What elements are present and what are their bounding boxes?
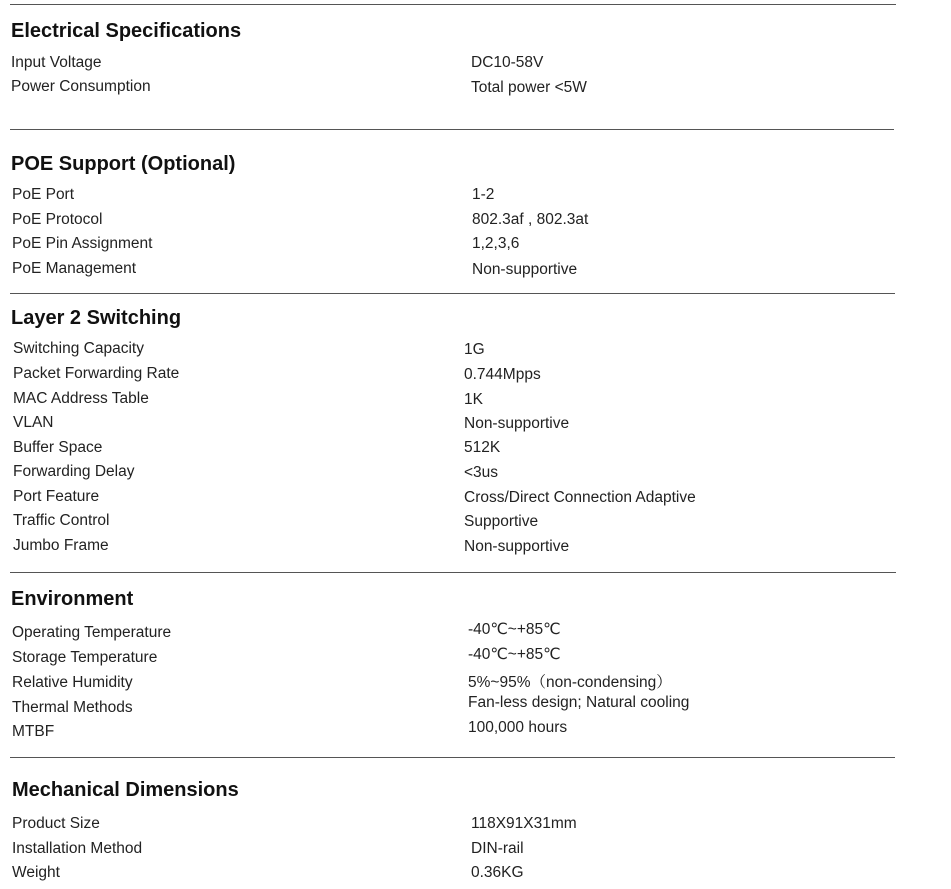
section-title-electrical: Electrical Specifications	[11, 20, 242, 42]
spec-row-forwarding-delay	[11, 463, 951, 487]
spec-label: Relative Humidity	[12, 674, 133, 691]
spec-row-mac-address-table	[11, 390, 951, 414]
spec-label: Jumbo Frame	[13, 537, 109, 554]
spec-value: 1K	[464, 391, 483, 408]
spec-row-buffer-space	[11, 439, 951, 463]
spec-value: Total power <5W	[471, 79, 587, 96]
spec-value: Non-supportive	[472, 261, 578, 278]
spec-value: 1-2	[472, 186, 495, 203]
spec-row-weight	[11, 864, 951, 888]
spec-value: Fan-less design; Natural cooling	[468, 694, 690, 711]
spec-row-storage-temperature	[11, 644, 951, 668]
divider-electrical-poe	[10, 129, 894, 130]
spec-value: DIN-rail	[471, 840, 524, 857]
divider-layer2-environment	[10, 572, 896, 573]
spec-value: 0.744Mpps	[464, 366, 541, 383]
spec-label: PoE Protocol	[12, 211, 103, 228]
spec-row-poe-management	[11, 260, 951, 284]
spec-row-input-voltage	[11, 54, 951, 78]
spec-value: 1,2,3,6	[472, 235, 520, 252]
spec-row-vlan	[11, 414, 951, 438]
spec-value: 1G	[464, 341, 485, 358]
spec-label: MTBF	[12, 723, 55, 740]
spec-value: -40℃~+85℃	[468, 621, 561, 638]
divider-top	[10, 4, 896, 5]
spec-value: 0.36KG	[471, 864, 524, 881]
spec-row-mtbf	[11, 719, 951, 743]
spec-row-relative-humidity	[11, 669, 951, 693]
spec-label: Input Voltage	[11, 54, 102, 71]
spec-label: Storage Temperature	[12, 649, 158, 666]
spec-value: <3us	[464, 464, 499, 481]
spec-label: Power Consumption	[11, 78, 151, 95]
spec-row-installation-method	[11, 840, 951, 864]
spec-label: Traffic Control	[13, 512, 110, 529]
spec-label: Port Feature	[13, 488, 100, 505]
divider-environment-mechanical	[10, 757, 895, 758]
spec-row-poe-port	[11, 186, 951, 210]
spec-row-poe-pin-assignment	[11, 235, 951, 259]
spec-label: Installation Method	[12, 840, 143, 857]
spec-value: DC10-58V	[471, 54, 544, 71]
section-title-environment: Environment	[11, 588, 134, 610]
spec-label: VLAN	[13, 414, 54, 431]
spec-row-traffic-control	[11, 512, 951, 536]
spec-label: Weight	[12, 864, 60, 881]
spec-value: Non-supportive	[464, 538, 570, 555]
divider-poe-layer2	[10, 293, 895, 294]
spec-label: Thermal Methods	[12, 699, 133, 716]
spec-row-power-consumption	[11, 78, 951, 102]
spec-label: Product Size	[12, 815, 100, 832]
spec-value: 118X91X31mm	[471, 815, 577, 832]
spec-value: -40℃~+85℃	[468, 646, 561, 663]
spec-value: 5%~95%（non-condensing）	[468, 674, 672, 691]
spec-value: Cross/Direct Connection Adaptive	[464, 489, 696, 506]
spec-label: MAC Address Table	[13, 390, 149, 407]
spec-value: 100,000 hours	[468, 719, 568, 736]
spec-value: 512K	[464, 439, 501, 456]
spec-label: PoE Pin Assignment	[12, 235, 153, 252]
spec-value: Non-supportive	[464, 415, 570, 432]
spec-label: Forwarding Delay	[13, 463, 135, 480]
spec-row-port-feature	[11, 488, 951, 512]
spec-row-product-size	[11, 815, 951, 839]
spec-row-packet-forwarding-rate	[11, 365, 951, 389]
section-title-mechanical: Mechanical Dimensions	[12, 779, 239, 801]
spec-label: Packet Forwarding Rate	[13, 365, 180, 382]
spec-row-thermal-methods	[11, 694, 951, 718]
spec-value: Supportive	[464, 513, 539, 530]
spec-value: 802.3af , 802.3at	[472, 211, 589, 228]
spec-row-jumbo-frame	[11, 537, 951, 561]
spec-label: Operating Temperature	[12, 624, 172, 641]
spec-row-operating-temperature	[11, 619, 951, 643]
section-title-poe: POE Support (Optional)	[11, 153, 236, 175]
spec-row-switching-capacity	[11, 340, 951, 364]
spec-label: PoE Port	[12, 186, 75, 203]
spec-label: Switching Capacity	[13, 340, 144, 357]
spec-row-poe-protocol	[11, 211, 951, 235]
section-title-layer2: Layer 2 Switching	[11, 307, 182, 329]
spec-label: Buffer Space	[13, 439, 103, 456]
spec-label: PoE Management	[12, 260, 137, 277]
